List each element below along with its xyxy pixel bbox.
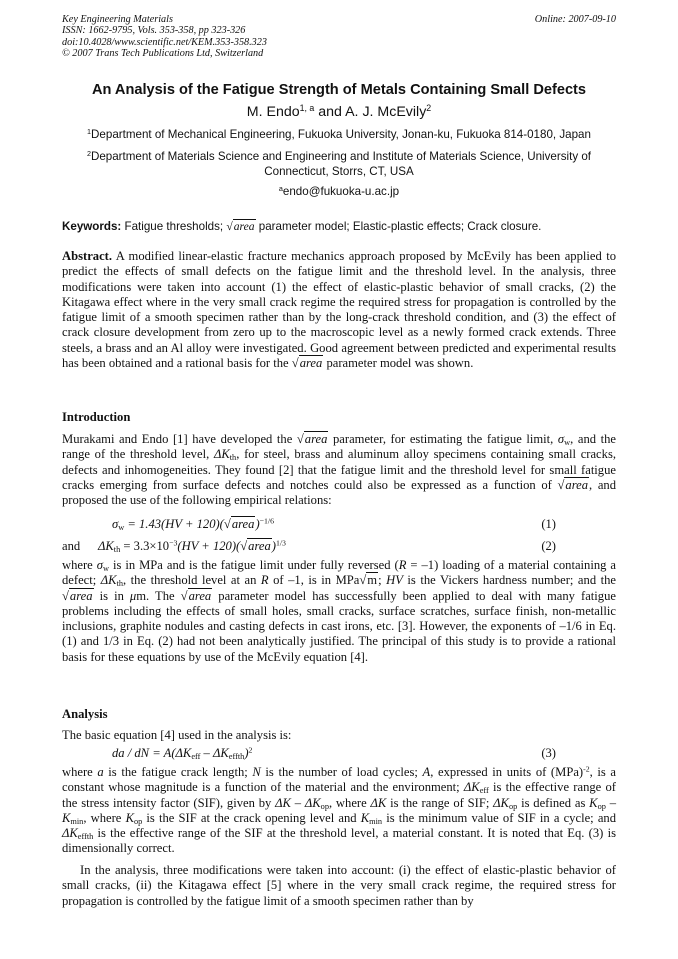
eq-exponent: −3	[169, 538, 178, 548]
analysis-text: is defined as	[517, 795, 590, 810]
analysis-text: is the minimum value of SIF in a cycle; and	[382, 810, 616, 825]
intro-text: , the threshold level at an	[123, 573, 261, 588]
subscript: th	[229, 453, 237, 463]
delta-k-symbol: ΔK	[62, 826, 78, 841]
subscript: op	[597, 801, 606, 811]
k-symbol: K	[360, 810, 370, 825]
eq-exponent: 2	[248, 745, 253, 755]
analysis-paragraph-1: The basic equation [4] used in the analysis is:	[62, 728, 292, 742]
issn-line: ISSN: 1662-9795, Vols. 353-358, pp 323-326	[62, 25, 246, 37]
author-2: A. J. McEvily	[345, 104, 427, 120]
analysis-text: is the number of load cycles;	[260, 765, 423, 779]
intro-text: Murakami and Endo [1] have developed the	[62, 432, 297, 446]
equation-1	[62, 517, 616, 533]
author-2-marks: 2	[426, 103, 432, 114]
subscript: effth	[228, 752, 245, 762]
equation-2-and: and	[62, 539, 81, 553]
a-constant-symbol: A	[422, 765, 431, 779]
sqrt-area: √area	[180, 588, 212, 603]
author-conjunction: and	[314, 104, 346, 120]
sqrt-area-term: area	[231, 517, 255, 531]
delta-k-symbol: ΔK	[370, 795, 387, 810]
keywords-part2: parameter model; Elastic-plastic effects; Crack closure.	[255, 220, 542, 233]
email-mark: a	[278, 184, 283, 194]
sqrt-m: √m	[359, 573, 378, 588]
analysis-paragraph-2	[62, 765, 616, 857]
online-date: Online: 2007-09-10	[534, 14, 616, 25]
affiliation-2-line1: Department of Materials Science and Engineering and Institute of Materials Science, University of	[90, 150, 592, 163]
analysis-text: , where	[328, 795, 371, 810]
analysis-text: where	[62, 765, 98, 779]
subscript: op	[320, 801, 329, 811]
sqrt-area-term: area	[248, 539, 271, 553]
equation-2-formula: $\Delta K_{th} = 3.3\times 10^{-3}(HV$ + 120)(√area)$^{1/3}$	[98, 538, 286, 555]
intro-text: = –1) loading of a material containing a defect;	[62, 558, 616, 588]
abstract-text-1: A modified linear-elastic fracture mechanics approach proposed by McEvily has been applied to predict the effects of small defects on the fatigue limit and the threshold level. In the analysis, three modifications were taken into account (1) the effect of elastic-plastic behavior of small cracks, (2) the Kitagawa effect where in the very small crack regime the required stress for propagation is controlled by the fatigue limit of a smooth specimen rather than by the long-crack threshold condition, and (3) the effect of crack closure development from zero up to the macroscopic level as a newly formed crack extends. Three steels, a brass and an Al alloy were investigated. Good agreement between predicted and experimental results has been obtained and a rational basis for the	[62, 249, 616, 371]
sqrt-area: √area	[226, 220, 255, 233]
eq-symbol: σ	[112, 517, 119, 531]
affiliation-2-line2: Connecticut, Storrs, CT, USA	[264, 164, 414, 178]
eq-text: (HV + 120)(	[177, 539, 241, 553]
abstract	[62, 249, 616, 371]
analysis-text: , is a constant whose magnitude is a function of the material and the environment;	[62, 765, 617, 795]
intro-text: parameter, for estimating the fatigue limit,	[328, 432, 558, 446]
introduction-paragraph-2	[62, 558, 616, 665]
subscript: w	[118, 523, 125, 533]
journal-name: Key Engineering Materials	[62, 14, 173, 25]
analysis-paragraph-3: In the analysis, three modifications were taken into account: (i) the effect of elastic-plastic behavior of small cracks, (ii) the Kitagawa effect [5] where in the very small crack regime, the required stress for propagation is controlled by the fatigue limit of a smooth specimen rather than by	[62, 863, 616, 908]
subscript: th	[116, 579, 124, 589]
sqrt-area-term: area	[299, 356, 323, 371]
email-address: endo@fukuoka-u.ac.jp	[282, 185, 400, 198]
analysis-text: is the effective range of the stress intensity factor (SIF), given by	[62, 780, 616, 810]
subscript: min	[70, 816, 84, 826]
affiliation-1-text: Department of Mechanical Engineering, Fukuoka University, Jonan-ku, Fukuoka 814-0180, Japan	[91, 128, 591, 141]
author-1-marks: 1, a	[299, 103, 315, 114]
introduction-heading: Introduction	[62, 410, 131, 424]
analysis-text: , where	[83, 810, 126, 825]
delta-k-symbol: ΔK	[304, 795, 321, 810]
r-symbol: R	[398, 558, 407, 572]
keywords-label: Keywords:	[62, 220, 122, 233]
eq-text: – ΔK	[200, 746, 229, 760]
eq-exponent: −1/6	[259, 516, 275, 526]
intro-text: parameter model has successfully been applied to deal with many fatigue problems including the effects of small holes, small cracks, surface scratches, surface finish, non-metallic inclusions, graphite nodules and casting defects in cast irons, etc. [3]. However, the exponents of –1/6 in Eq. (1) and 1/3 in Eq. (2) had not been analytically justified. The principal of this study is to provide a rational basis for these equations by use of the McEvily equation [4].	[62, 588, 616, 664]
hv-symbol: HV	[386, 573, 403, 588]
sigma-symbol: σ	[557, 432, 565, 446]
sqrt-area: √area	[291, 356, 323, 371]
eq-text: = 3.3×10	[120, 539, 170, 553]
analysis-text: , expressed in units of (MPa)	[430, 765, 584, 779]
affiliation-2	[62, 150, 616, 179]
author-line	[62, 104, 616, 120]
eq-symbol: ΔK	[98, 539, 114, 553]
sqrt-area: √area	[296, 432, 328, 446]
abstract-text-2: parameter model was shown.	[323, 356, 474, 371]
equation-3-formula	[112, 746, 252, 761]
subscript: w	[564, 438, 571, 448]
equation-1-number: (1)	[541, 517, 556, 531]
affiliation-1-mark: 1	[87, 127, 92, 137]
sqrt-area: √area	[240, 539, 271, 553]
sqrt-area-term: area	[304, 432, 328, 446]
sqrt-area-term: area	[565, 477, 589, 492]
keywords	[62, 220, 616, 233]
equation-2-number: (2)	[541, 539, 556, 553]
analysis-heading: Analysis	[62, 707, 108, 721]
k-symbol: K	[589, 795, 598, 810]
sqrt-area: √area	[223, 517, 255, 531]
intro-text: is the Vickers hardness number; and the	[402, 573, 617, 588]
intro-text: of –1, is in MPa	[268, 573, 360, 588]
intro-text: , and the range of the threshold level,	[62, 432, 616, 462]
equation-3-number: (3)	[541, 746, 556, 760]
analysis-text: is the SIF at the crack opening level and	[142, 810, 361, 825]
sqrt-m-term: m	[367, 573, 378, 588]
subscript: eff	[479, 786, 489, 796]
delta-k-symbol: ΔK	[493, 795, 509, 810]
r-symbol: R	[260, 573, 269, 588]
intro-text: m. The	[136, 588, 181, 603]
sqrt-area: √area	[557, 477, 589, 492]
intro-text: is in	[93, 588, 130, 603]
intro-text: , and proposed the use of the following empirical relations:	[62, 477, 616, 508]
delta-k-symbol: ΔK	[463, 780, 480, 795]
a-symbol: a	[97, 765, 104, 779]
sigma-symbol: σ	[96, 558, 103, 572]
subscript: min	[369, 816, 383, 826]
sqrt-area-term: area	[69, 588, 93, 603]
subscript: op	[133, 816, 143, 826]
analysis-text: –	[290, 795, 305, 810]
introduction-paragraph-1	[62, 432, 616, 508]
keywords-part1: Fatigue thresholds;	[121, 220, 227, 233]
equation-2	[62, 539, 616, 555]
exponent: -2	[583, 764, 590, 774]
equation-3	[62, 746, 616, 762]
affiliation-2-mark: 2	[86, 149, 91, 159]
delta-k-symbol: ΔK	[275, 795, 291, 810]
subscript: op	[508, 801, 518, 811]
intro-text: ;	[378, 573, 387, 588]
delta-k-symbol: ΔK	[213, 447, 230, 462]
eq-text: )	[244, 746, 249, 760]
sqrt-area-term: area	[188, 588, 212, 603]
sqrt-area-term: area	[233, 220, 255, 233]
k-symbol: K	[62, 810, 71, 825]
intro-text: where	[62, 558, 97, 572]
analysis-text: –	[605, 795, 616, 810]
eq-text: = 1.43(HV + 120)(	[124, 517, 224, 531]
eq-exponent: 1/3	[275, 538, 286, 548]
n-symbol: N	[252, 765, 261, 779]
sqrt-area: √area	[62, 588, 93, 603]
author-1: M. Endo	[246, 104, 300, 120]
mu-symbol: μ	[129, 588, 137, 603]
affiliation-1	[62, 128, 616, 143]
k-symbol: K	[125, 810, 134, 825]
journal-header	[62, 14, 616, 60]
subscript: effth	[77, 832, 94, 842]
analysis-text: is the range of SIF;	[386, 795, 494, 810]
analysis-text: is the fatigue crack length;	[103, 765, 253, 779]
subscript: w	[102, 564, 109, 574]
delta-k-symbol: ΔK	[100, 573, 117, 588]
intro-text: , for steel, brass and aluminum alloy specimens containing small cracks, defects and inhomogeneities. They found [2] that the fatigue limit and the threshold level for small fatigue cracks emerging from surface defects and notches could also be expressed as a function of	[62, 447, 616, 492]
email-line	[62, 185, 616, 200]
eq-text: da / dN = A(ΔK	[112, 746, 192, 760]
abstract-label: Abstract.	[62, 249, 113, 263]
copyright-line: © 2007 Trans Tech Publications Ltd, Switzerland	[62, 48, 264, 60]
analysis-text: is the effective range of the SIF at the threshold level, a material constant. It is noted that Eq. (3) is dimensionally correct.	[62, 826, 616, 856]
subscript: th	[113, 545, 121, 555]
paper-title: An Analysis of the Fatigue Strength of Metals Containing Small Defects	[91, 82, 587, 98]
equation-1-formula: $\sigma_w = 1.43(HV$ + 120)(√area)$^{-1/6}$	[112, 516, 275, 533]
doi-line: doi:10.4028/www.scientific.net/KEM.353-358.323	[62, 36, 267, 48]
subscript: eff	[191, 752, 201, 762]
intro-text: is in MPa and is the fatigue limit under fully reversed (	[108, 558, 399, 572]
